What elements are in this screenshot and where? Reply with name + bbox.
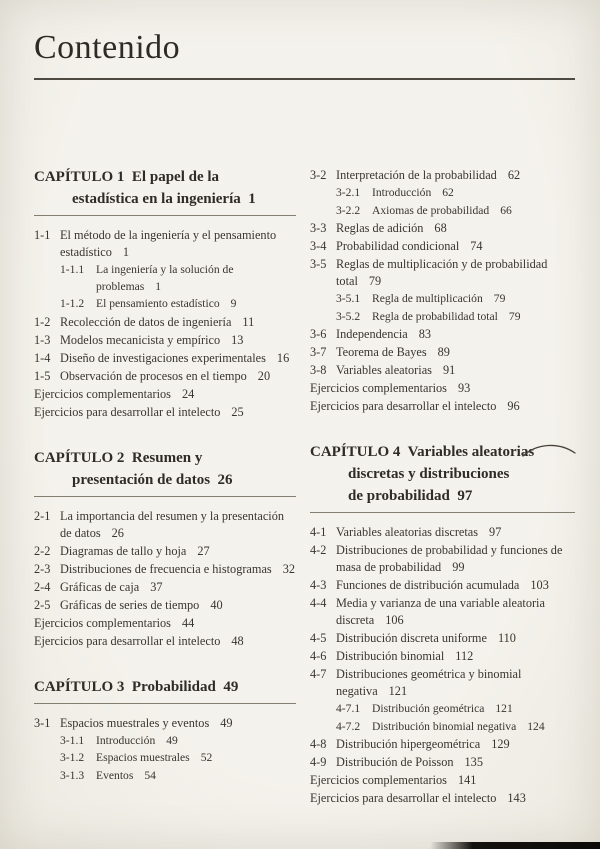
entry-page-number: 93 [457, 381, 471, 395]
entry-page-number: 96 [507, 399, 520, 413]
entry-page-number: 20 [257, 368, 271, 383]
entry-page-number: 25 [231, 404, 244, 419]
entry-number: 1-2 [34, 314, 51, 329]
entry-text: Distribución binomial [336, 649, 445, 663]
entry-page-number: 49 [166, 733, 178, 747]
toc-entry [310, 666, 575, 700]
toc-entry [34, 508, 296, 542]
entry-page-number: 11 [242, 314, 255, 329]
toc-entry [60, 296, 296, 313]
entry-number: 3-6 [310, 327, 327, 341]
entry-page-number: 74 [470, 239, 483, 253]
entry-page-number: 106 [385, 613, 404, 627]
entry-page-number: 49 [220, 715, 233, 730]
entry-number: 4-1 [310, 525, 327, 539]
toc-entry [336, 719, 575, 736]
toc-exercises-entry [34, 615, 296, 632]
entry-text: Ejercicios para desarrollar el intelecto [310, 399, 497, 413]
toc-entry [34, 543, 296, 560]
entry-text: Reglas de multiplicación y de probabilidad total [336, 257, 548, 288]
entry-text: Introducción [96, 733, 156, 747]
entry-page-number: 124 [527, 719, 545, 733]
entry-page-number: 26 [111, 525, 124, 540]
entry-page-number: 91 [442, 363, 456, 377]
entry-text: Recolección de datos de ingeniería [60, 314, 232, 329]
entry-number: 1-3 [34, 332, 51, 347]
toc-entry [310, 577, 575, 594]
entry-text: La ingeniería y la solución de problemas [96, 263, 234, 293]
toc-entry [310, 167, 575, 184]
entry-page-number: 1 [155, 279, 162, 293]
toc-exercises-entry [310, 772, 575, 789]
entry-text: Media y varianza de una variable aleatoria discreta [336, 596, 545, 627]
toc-entry [336, 309, 575, 326]
toc-entry [310, 362, 575, 379]
entry-page-number: 112 [455, 649, 474, 663]
entry-text: Modelos mecanicista y empírico [60, 332, 221, 347]
entry-page-number: 97 [489, 525, 502, 539]
entry-page-number: 121 [388, 684, 408, 698]
entry-text: Probabilidad condicional [336, 239, 460, 253]
entry-text: Distribuciones geométrica y binomial negativa [336, 667, 522, 698]
entry-page-number: 79 [368, 274, 382, 288]
toc-exercises-entry [34, 404, 296, 421]
entry-page-number: 110 [497, 631, 516, 645]
toc-exercises-entry [310, 790, 575, 807]
toc-entry [34, 715, 296, 732]
toc-entry [34, 227, 296, 261]
entry-text: Regla de probabilidad total [372, 309, 498, 323]
entry-text: Ejercicios para desarrollar el intelecto [34, 633, 221, 648]
entry-page-number: 79 [508, 309, 521, 323]
entry-text: Gráficas de series de tiempo [60, 597, 200, 612]
entry-text: Distribución hipergeométrica [336, 737, 481, 751]
toc-entry [336, 185, 575, 202]
entry-text: Ejercicios complementarios [310, 773, 447, 787]
scan-edge-artifact [430, 842, 600, 849]
page-title: Contenido [34, 29, 181, 66]
entry-text: Regla de multiplicación [372, 292, 483, 305]
chapter-heading-line: de probabilidad 97 [348, 488, 473, 504]
entry-page-number: 62 [442, 186, 454, 199]
entry-number: 3-5.2 [336, 309, 361, 323]
chapter-heading [34, 447, 296, 491]
entry-number: 3-1.2 [60, 751, 85, 764]
chapter-divider [34, 496, 296, 497]
toc-entry [310, 326, 575, 343]
toc-entry [60, 750, 296, 767]
toc-entry [310, 220, 575, 237]
toc-entry [34, 579, 296, 596]
entry-text: El pensamiento estadístico [96, 297, 220, 310]
entry-page-number: 143 [507, 791, 526, 805]
entry-number: 2-3 [34, 561, 51, 576]
chapter-heading [310, 441, 575, 507]
entry-number: 4-7 [310, 667, 327, 681]
entry-page-number: 62 [507, 168, 521, 182]
entry-text: Distribución geométrica [372, 702, 485, 715]
entry-number: 4-5 [310, 631, 327, 645]
chapter-divider [34, 703, 296, 704]
entry-page-number: 1 [122, 245, 130, 259]
entry-page-number: 27 [197, 543, 210, 558]
entry-text: Ejercicios para desarrollar el intelecto [310, 791, 497, 805]
entry-page-number: 135 [464, 755, 483, 769]
entry-page-number: 52 [200, 751, 213, 764]
toc-entry [336, 291, 575, 308]
toc-columns [34, 166, 575, 808]
entry-page-number: 24 [181, 386, 195, 401]
entry-text: Introducción [372, 186, 432, 199]
entry-text: Gráficas de caja [60, 579, 140, 594]
toc-entry [310, 595, 575, 629]
chapter-heading-line: CAPÍTULO 4 Variables aleatorias [310, 444, 535, 460]
entry-page-number: 13 [231, 332, 244, 347]
entry-number: 1-1.2 [60, 297, 85, 310]
entry-text: Teorema de Bayes [336, 345, 427, 359]
toc-entry [34, 332, 296, 349]
entry-number: 3-4 [310, 239, 327, 253]
entry-page-number: 103 [530, 578, 549, 592]
toc-column-left [34, 166, 296, 808]
entry-text: Espacios muestrales y eventos [60, 715, 210, 730]
entry-number: 4-9 [310, 755, 327, 769]
entry-number: 3-1.3 [60, 768, 85, 782]
entry-text: Ejercicios complementarios [310, 381, 447, 395]
entry-page-number: 37 [150, 579, 163, 594]
entry-text: Reglas de adición [336, 221, 424, 235]
toc-column-right [310, 166, 575, 808]
entry-text: Eventos [96, 768, 134, 782]
entry-number: 2-2 [34, 543, 51, 558]
entry-text: La importancia del resumen y la presentación de datos [60, 508, 284, 540]
entry-page-number: 40 [210, 597, 223, 612]
entry-page-number: 68 [434, 221, 447, 235]
entry-number: 2-5 [34, 597, 51, 612]
toc-entry [310, 344, 575, 361]
entry-text: Espacios muestrales [96, 751, 190, 764]
toc-exercises-entry [310, 398, 575, 415]
entry-number: 3-8 [310, 363, 327, 377]
entry-page-number: 44 [181, 615, 195, 630]
entry-text: Observación de procesos en el tiempo [60, 368, 247, 383]
entry-number: 1-4 [34, 350, 51, 365]
entry-text: Distribuciones de frecuencia e histogramas [60, 561, 272, 576]
chapter-heading [34, 166, 296, 210]
entry-page-number: 121 [495, 702, 513, 715]
entry-text: Diagramas de tallo y hoja [60, 543, 187, 558]
toc-entry [34, 368, 296, 385]
entry-number: 3-5.1 [336, 292, 361, 305]
entry-text: El método de la ingeniería y el pensamiento estadístico [60, 228, 277, 259]
entry-text: Independencia [336, 327, 408, 341]
title-divider [34, 78, 575, 80]
entry-number: 4-3 [310, 578, 327, 592]
chapter-divider [34, 215, 296, 216]
toc-entry [310, 524, 575, 541]
entry-number: 4-6 [310, 649, 327, 663]
entry-number: 4-2 [310, 543, 327, 557]
entry-text: Ejercicios complementarios [34, 386, 171, 401]
entry-number: 3-2 [310, 168, 327, 182]
entry-number: 4-8 [310, 737, 327, 751]
entry-number: 1-1 [34, 228, 51, 242]
entry-text: Variables aleatorias [336, 363, 432, 377]
entry-page-number: 99 [452, 560, 465, 574]
entry-number: 3-1 [34, 715, 51, 730]
entry-page-number: 16 [276, 350, 290, 365]
entry-number: 4-7.1 [336, 702, 361, 715]
chapter-heading [34, 676, 296, 698]
entry-number: 4-4 [310, 596, 327, 610]
entry-text: Funciones de distribución acumulada [336, 578, 520, 592]
toc-entry [34, 597, 296, 614]
entry-page-number: 83 [418, 327, 431, 341]
entry-number: 4-7.2 [336, 719, 361, 733]
entry-number: 3-2.1 [336, 186, 361, 199]
chapter-heading-line: discretas y distribuciones [348, 466, 510, 482]
chapter-heading-line: CAPÍTULO 2 Resumen y [34, 449, 203, 466]
toc-entry [310, 542, 575, 576]
toc-entry [336, 701, 575, 718]
entry-text: Variables aleatorias discretas [336, 525, 479, 539]
entry-text: Axiomas de probabilidad [372, 203, 490, 217]
entry-page-number: 79 [493, 292, 506, 305]
pen-mark-icon [521, 441, 577, 468]
toc-entry [310, 630, 575, 647]
entry-number: 1-5 [34, 368, 51, 383]
entry-text: Ejercicios para desarrollar el intelecto [34, 404, 221, 419]
entry-number: 3-1.1 [60, 733, 85, 747]
entry-page-number: 141 [457, 773, 477, 787]
entry-text: Distribución de Poisson [336, 755, 454, 769]
toc-exercises-entry [34, 633, 296, 650]
toc-exercises-entry [34, 386, 296, 403]
toc-exercises-entry [310, 380, 575, 397]
entry-text: Distribución binomial negativa [372, 719, 517, 733]
entry-page-number: 129 [491, 737, 510, 751]
chapter-heading-line: CAPÍTULO 3 Probabilidad 49 [34, 678, 239, 695]
entry-number: 1-1.1 [60, 263, 85, 276]
entry-page-number: 54 [144, 768, 156, 782]
entry-text: Distribuciones de probabilidad y funciones de masa de probabilidad [336, 543, 563, 574]
entry-number: 3-2.2 [336, 203, 361, 217]
entry-page-number: 66 [500, 203, 512, 217]
toc-entry [60, 733, 296, 750]
toc-entry [310, 238, 575, 255]
toc-entry [60, 768, 296, 785]
toc-entry [34, 314, 296, 331]
toc-entry [34, 350, 296, 367]
entry-number: 3-5 [310, 257, 327, 271]
toc-entry [34, 561, 296, 578]
entry-text: Ejercicios complementarios [34, 615, 171, 630]
toc-entry [310, 736, 575, 753]
toc-entry [60, 262, 296, 295]
entry-number: 2-4 [34, 579, 51, 594]
entry-number: 2-1 [34, 508, 51, 523]
entry-text: Diseño de investigaciones experimentales [60, 350, 266, 365]
entry-page-number: 89 [437, 345, 450, 359]
toc-entry [310, 754, 575, 771]
chapter-heading-line: presentación de datos 26 [72, 471, 233, 488]
entry-text: Distribución discreta uniforme [336, 631, 487, 645]
toc-entry [336, 203, 575, 220]
entry-page-number: 9 [230, 297, 237, 310]
chapter-heading-line: estadística en la ingeniería 1 [72, 191, 256, 207]
entry-number: 3-7 [310, 345, 327, 359]
entry-text: Interpretación de la probabilidad [336, 168, 497, 182]
chapter-heading-line: CAPÍTULO 1 El papel de la [34, 169, 220, 185]
toc-entry [310, 256, 575, 290]
entry-page-number: 32 [282, 561, 295, 576]
chapter-divider [310, 512, 575, 513]
toc-entry [310, 648, 575, 665]
entry-number: 3-3 [310, 221, 327, 235]
entry-page-number: 48 [231, 633, 244, 648]
